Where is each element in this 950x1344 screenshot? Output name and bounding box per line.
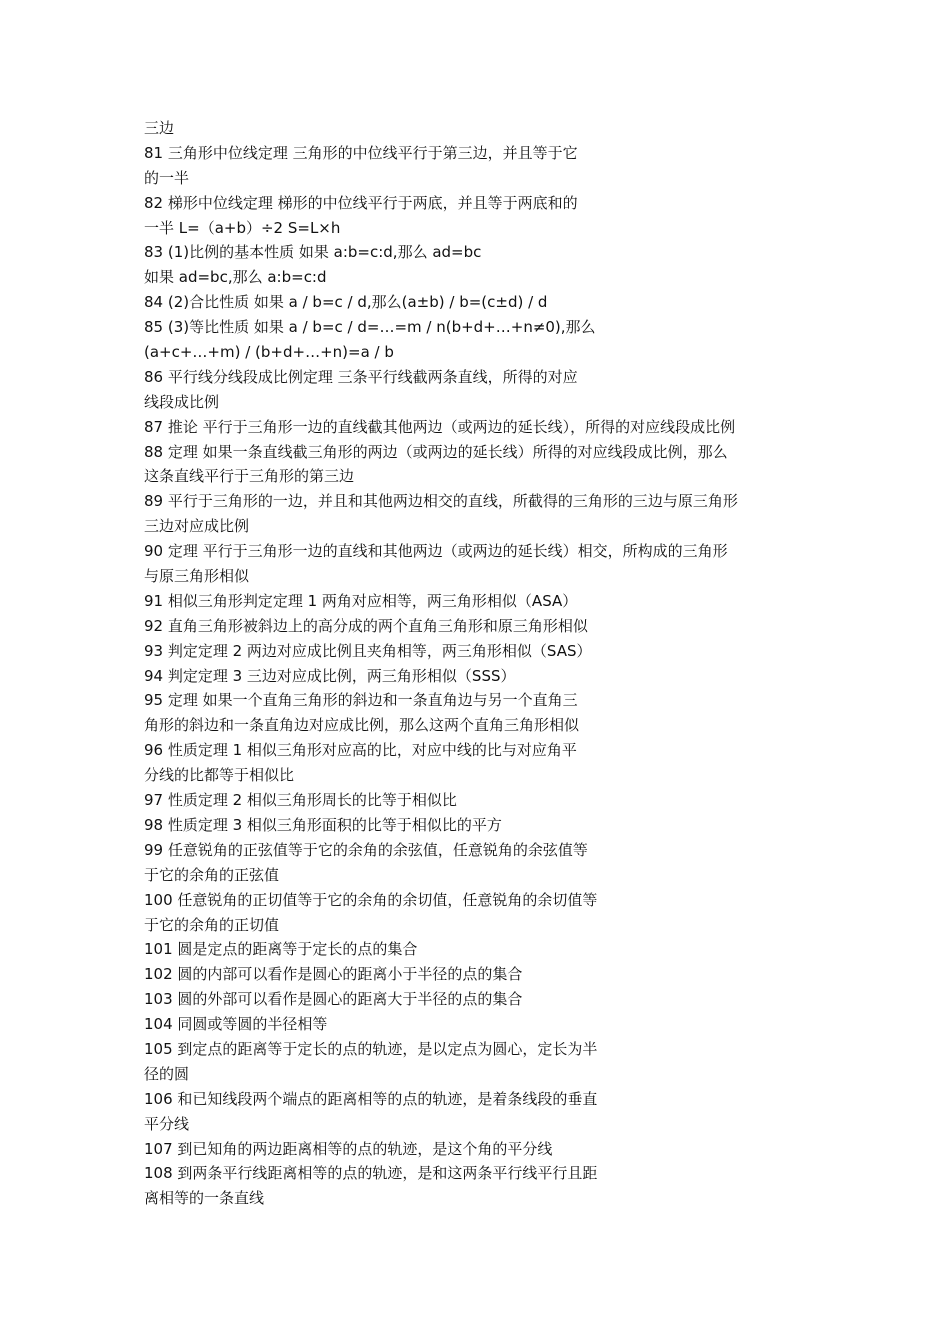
text-line: 线段成比例	[144, 392, 220, 411]
text-line: 一半 L=（a+b）÷2 S=L×h	[144, 218, 341, 237]
text-line: (a+c+…+m) / (b+d+…+n)=a / b	[144, 343, 394, 362]
text-line: 107 到已知角的两边距离相等的点的轨迹，是这个角的平分线	[144, 1139, 553, 1158]
text-line: 分线的比都等于相似比	[144, 766, 295, 785]
text-line: 92 直角三角形被斜边上的高分成的两个直角三角形和原三角形相似	[144, 616, 588, 635]
text-line: 94 判定定理 3 三边对应成比例，两三角形相似（SSS）	[144, 666, 516, 685]
text-line: 106 和已知线段两个端点的距离相等的点的轨迹，是着条线段的垂直	[144, 1089, 598, 1108]
text-line: 108 到两条平行线距离相等的点的轨迹，是和这两条平行线平行且距	[144, 1164, 598, 1183]
text-line: 88 定理 如果一条直线截三角形的两边（或两边的延长线）所得的对应线段成比例，那么	[144, 442, 728, 461]
text-line: 89 平行于三角形的一边，并且和其他两边相交的直线，所截得的三角形的三边与原三角形	[144, 492, 738, 511]
text-line: 90 定理 平行于三角形一边的直线和其他两边（或两边的延长线）相交，所构成的三角形	[144, 542, 728, 561]
text-line: 角形的斜边和一条直角边对应成比例，那么这两个直角三角形相似	[144, 716, 580, 735]
text-line: 径的圆	[144, 1064, 190, 1083]
text-line: 105 到定点的距离等于定长的点的轨迹，是以定点为圆心，定长为半	[144, 1039, 598, 1058]
text-line: 于它的余角的正切值	[144, 915, 280, 934]
document-body	[144, 116, 814, 1211]
text-line: 99 任意锐角的正弦值等于它的余角的余弦值，任意锐角的余弦值等	[144, 840, 588, 859]
text-line: 103 圆的外部可以看作是圆心的距离大于半径的点的集合	[144, 990, 523, 1009]
text-line: 97 性质定理 2 相似三角形周长的比等于相似比	[144, 791, 457, 810]
text-line: 83 (1)比例的基本性质 如果 a:b=c:d,那么 ad=bc	[144, 243, 482, 262]
text-line: 平分线	[144, 1114, 190, 1133]
text-line: 三边	[144, 119, 175, 137]
text-line: 96 性质定理 1 相似三角形对应高的比，对应中线的比与对应角平	[144, 741, 577, 760]
text-line: 离相等的一条直线	[144, 1189, 265, 1208]
text-line: 85 (3)等比性质 如果 a / b=c / d=…=m / n(b+d+…+n≠0),那么	[144, 318, 596, 337]
text-line: 98 性质定理 3 相似三角形面积的比等于相似比的平方	[144, 815, 502, 834]
text-line: 84 (2)合比性质 如果 a / b=c / d,那么(a±b) / b=(c±d) / d	[144, 293, 548, 312]
text-line: 104 同圆或等圆的半径相等	[144, 1015, 328, 1034]
text-line: 81 三角形中位线定理 三角形的中位线平行于第三边，并且等于它	[144, 143, 578, 162]
text-line: 82 梯形中位线定理 梯形的中位线平行于两底，并且等于两底和的	[144, 193, 578, 212]
text-line: 100 任意锐角的正切值等于它的余角的余切值，任意锐角的余切值等	[144, 890, 598, 909]
text-line: 93 判定定理 2 两边对应成比例且夹角相等，两三角形相似（SAS）	[144, 641, 592, 660]
text-line: 于它的余角的正弦值	[144, 865, 280, 884]
text-line: 86 平行线分线段成比例定理 三条平行线截两条直线，所得的对应	[144, 367, 578, 386]
text-line: 与原三角形相似	[144, 567, 250, 586]
text-line: 91 相似三角形判定定理 1 两角对应相等，两三角形相似（ASA）	[144, 591, 578, 610]
text-line: 95 定理 如果一个直角三角形的斜边和一条直角边与另一个直角三	[144, 691, 578, 710]
text-line: 这条直线平行于三角形的第三边	[144, 467, 355, 486]
text-line: 87 推论 平行于三角形一边的直线截其他两边（或两边的延长线），所得的对应线段成比例	[144, 417, 736, 436]
text-line: 的一半	[144, 168, 190, 187]
text-line: 如果 ad=bc,那么 a:b=c:d	[144, 268, 327, 287]
text-line: 101 圆是定点的距离等于定长的点的集合	[144, 940, 418, 959]
text-line: 102 圆的内部可以看作是圆心的距离小于半径的点的集合	[144, 965, 523, 984]
text-line: 三边对应成比例	[144, 517, 250, 536]
